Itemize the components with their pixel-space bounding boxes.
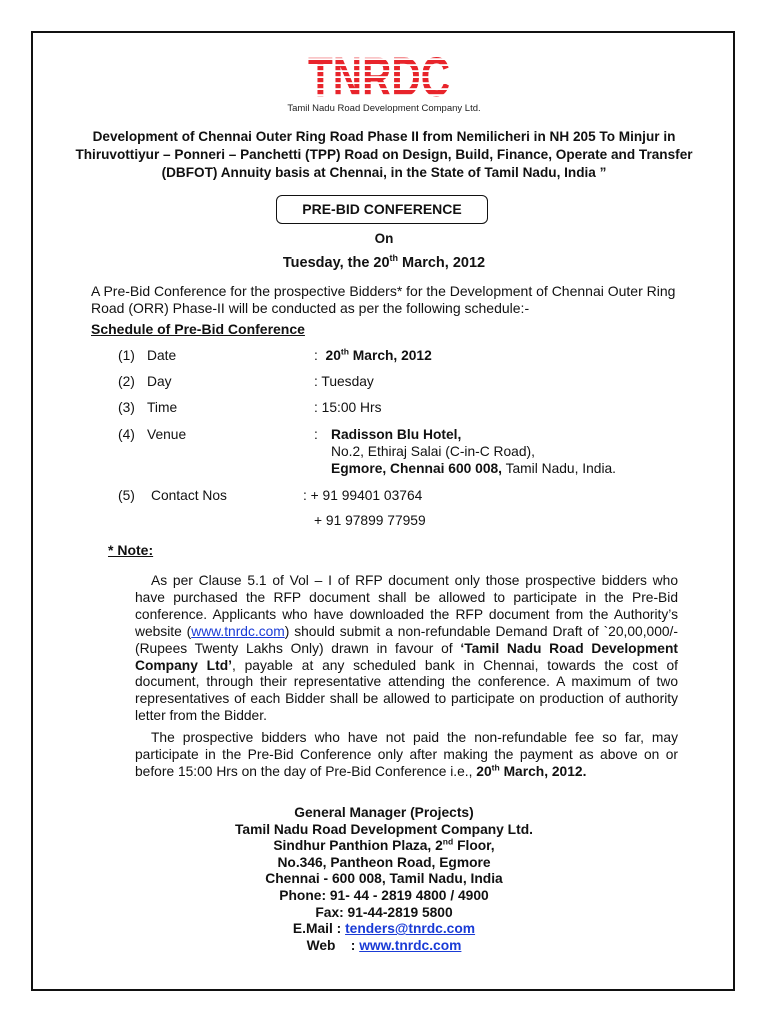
note-paragraph-1: As per Clause 5.1 of Vol – I of RFP document only those prospective bidders who have purchased the RFP document shall be allowed to participate in the Pre-Bid conference. Applicants who have downloaded the RFP document from the Authority’s website (www.tnrdc.com) should submit a non-refundable Demand Draft of `20,00,000/- (Rupees Twenty Lakhs Only) drawn in favour of ‘Tamil Nadu Road Development Company Ltd’, payable at any scheduled bank in Chennai, towards the cost of document, through their representative attending the conference. A maximum of two representatives of each Bidder shall be allowed to participate on production of authority letter from the Bidder.	[135, 573, 678, 724]
footer-designation: General Manager (Projects)	[294, 805, 474, 820]
intro-paragraph: A Pre-Bid Conference for the prospective Bidders* for the Development of Chennai Outer Ring Road (ORR) Phase-II will be conducted as per the following schedule:-	[91, 283, 676, 316]
footer-address-3: Chennai - 600 008, Tamil Nadu, India	[265, 871, 503, 887]
footer-fax: Fax: 91-44-2819 5800	[315, 904, 453, 920]
email-link[interactable]: tenders@tnrdc.com	[345, 921, 476, 937]
note-paragraph-2: The prospective bidders who have not paid the non-refundable fee so far, may participate in the Pre-Bid Conference only after making the payment as above on or before 15:00 Hrs on the day of Pre-Bid Conference i.e., 20th March, 2012.	[135, 730, 678, 779]
contact-phone-2: + 91 97899 77959	[314, 513, 426, 528]
date-line-prefix: Tuesday, the 20	[282, 255, 390, 271]
schedule-num: (2)	[118, 374, 135, 389]
schedule-colon: :	[314, 427, 318, 442]
schedule-label: Contact Nos	[151, 488, 227, 503]
schedule-num: (1)	[118, 348, 135, 363]
on-label: On	[374, 231, 394, 246]
conference-heading-box	[276, 195, 488, 224]
tnrdc-logo	[307, 48, 451, 100]
schedule-value: : 15:00 Hrs	[314, 400, 382, 415]
schedule-label: Date	[147, 348, 177, 363]
website-link[interactable]: www.tnrdc.com	[191, 623, 285, 639]
footer-web: Web : www.tnrdc.com	[306, 937, 462, 953]
note-heading: * Note:	[108, 542, 154, 558]
venue-city: Egmore, Chennai 600 008, Tamil Nadu, India.	[331, 461, 617, 476]
schedule-value: : Tuesday	[314, 374, 374, 389]
footer-email: E.Mail : tenders@tnrdc.com	[292, 921, 476, 937]
schedule-num: (4)	[118, 427, 135, 442]
schedule-heading: Schedule of Pre-Bid Conference	[91, 321, 305, 337]
date-line-suffix: March, 2012	[398, 255, 486, 271]
contact-footer	[0, 805, 768, 954]
schedule-label: Time	[147, 400, 178, 415]
venue-street: No.2, Ethiraj Salai (C-in-C Road),	[331, 444, 535, 459]
contact-phone-1: : + 91 99401 03764	[303, 488, 423, 503]
schedule-label: Venue	[147, 427, 187, 442]
logo-wordmark: TNRDC	[308, 48, 450, 100]
schedule-value: : 20th March, 2012	[314, 346, 432, 363]
conference-heading: PRE-BID CONFERENCE	[302, 201, 462, 217]
date-line-sup: th	[389, 253, 399, 264]
conference-date-line	[0, 255, 768, 271]
footer-address-2: No.346, Pantheon Road, Egmore	[277, 854, 491, 870]
schedule-num: (5)	[118, 488, 135, 503]
schedule-label: Day	[147, 374, 172, 389]
project-title: Development of Chennai Outer Ring Road Phase II from Nemilicheri in NH 205 To Minjur in Thiruvottiyur – Ponneri – Panchetti (TPP) Road on Design, Build, Finance, Operate and Transfer (DBFOT) Annuity basis at Chennai, in the State of Tamil Nadu, India ”	[75, 129, 693, 180]
schedule-num: (3)	[118, 400, 135, 415]
venue-hotel: Radisson Blu Hotel,	[331, 427, 462, 442]
footer-phone: Phone: 91- 44 - 2819 4800 / 4900	[279, 887, 489, 903]
logo-subtitle: Tamil Nadu Road Development Company Ltd.	[287, 103, 481, 114]
web-link[interactable]: www.tnrdc.com	[359, 937, 462, 953]
footer-address-1: Sindhur Panthion Plaza, 2nd Floor,	[273, 836, 495, 854]
footer-company: Tamil Nadu Road Development Company Ltd.	[235, 821, 533, 837]
